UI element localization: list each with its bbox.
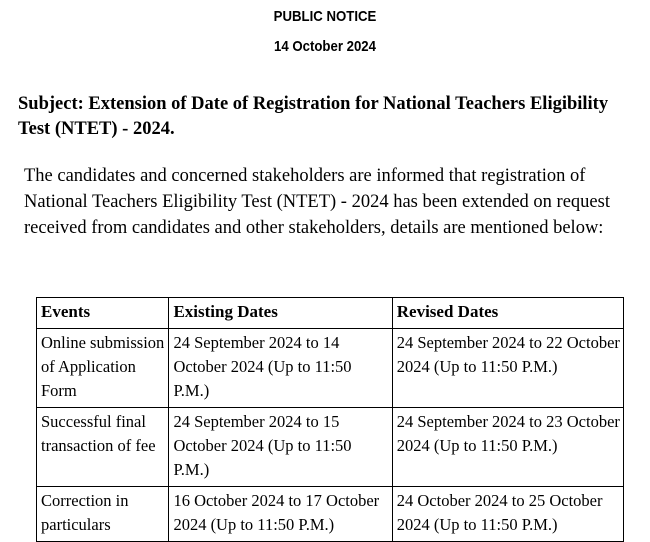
existing-date-cell: 24 September 2024 to 15 October 2024 (Up to 11:50 P.M.) bbox=[169, 408, 392, 487]
notice-title: PUBLIC NOTICE bbox=[273, 8, 377, 25]
table-row bbox=[37, 487, 624, 542]
revised-date-cell: 24 September 2024 to 22 October 2024 (Up to 11:50 P.M.) bbox=[392, 329, 623, 408]
existing-date-cell: 16 October 2024 to 17 October 2024 (Up to 11:50 P.M.) bbox=[169, 487, 392, 542]
header-events: Events bbox=[37, 298, 169, 329]
subject-line: Subject: Extension of Date of Registration for National Teachers Eligibility Test (NTET) - 2024. bbox=[18, 94, 609, 139]
event-cell: Successful final transaction of fee bbox=[37, 408, 169, 487]
dates-table bbox=[36, 297, 624, 542]
notice-date: 14 October 2024 bbox=[274, 38, 376, 55]
table-row bbox=[37, 408, 624, 487]
notice-body: The candidates and concerned stakeholders are informed that registration of National Teachers Eligibility Test (NTET) - 2024 has been extended on request received from candidates and other stakeholders, details are mentioned below: bbox=[24, 166, 610, 238]
header-revised-dates: Revised Dates bbox=[392, 298, 623, 329]
revised-date-cell: 24 September 2024 to 23 October 2024 (Up to 11:50 P.M.) bbox=[392, 408, 623, 487]
table-header-row bbox=[37, 298, 624, 329]
table-row bbox=[37, 329, 624, 408]
existing-date-cell: 24 September 2024 to 14 October 2024 (Up to 11:50 P.M.) bbox=[169, 329, 392, 408]
event-cell: Online submission of Application Form bbox=[37, 329, 169, 408]
event-cell: Correction in particulars bbox=[37, 487, 169, 542]
header-existing-dates: Existing Dates bbox=[169, 298, 392, 329]
revised-date-cell: 24 October 2024 to 25 October 2024 (Up to 11:50 P.M.) bbox=[392, 487, 623, 542]
